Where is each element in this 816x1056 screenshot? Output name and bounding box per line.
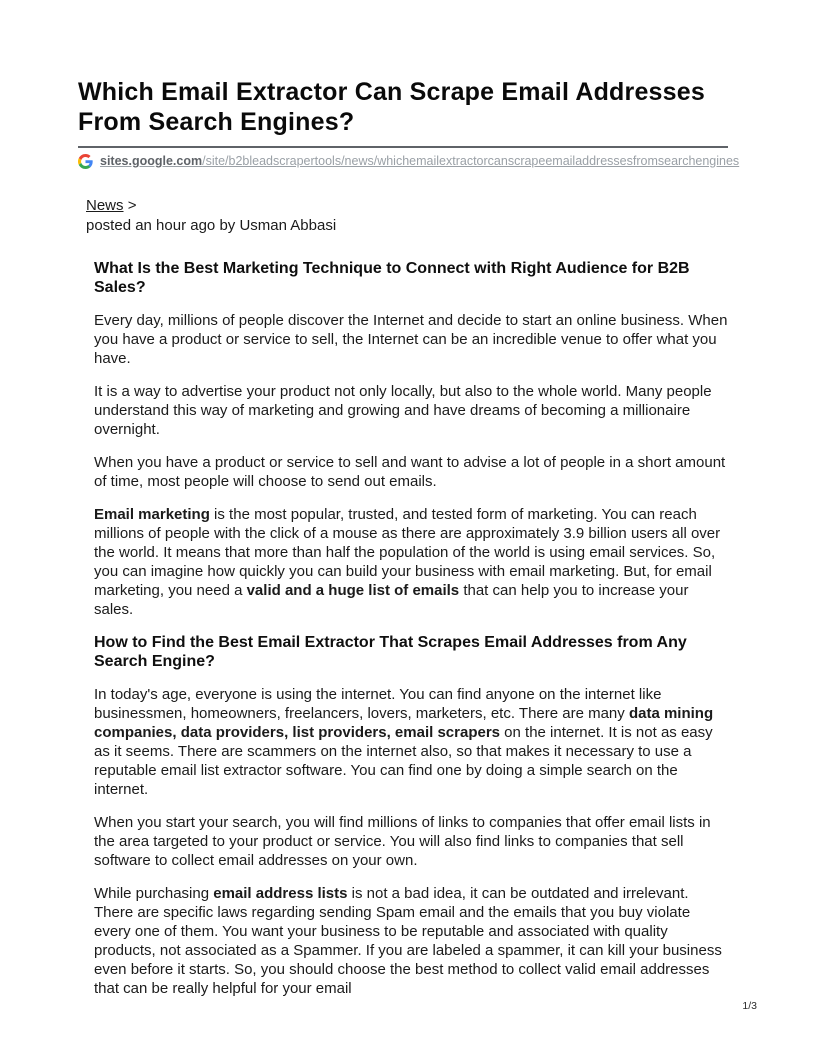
paragraph-3: When you have a product or service to sell and want to advise a lot of people in a short amount of time, most people will choose to send out emails.: [94, 454, 726, 490]
breadcrumb-separator: >: [127, 197, 137, 214]
post-meta: [86, 196, 728, 236]
section-heading-1: What Is the Best Marketing Technique to Connect with Right Audience for B2B Sales?: [94, 260, 690, 296]
paragraph-5: In today's age, everyone is using the internet. You can find anyone on the internet like businessmen, homeowners, freelancers, lovers, marketers, etc. There are many data mining companies, data providers, list providers, email scrapers on the internet. It is not as easy as it seems. There are scammers on the internet also, so that makes it necessary to use a reputable email list extractor software. You can find one by doing a simple search on the internet.: [94, 686, 714, 798]
source-url-path: /site/b2bleadscrapertools/news/whichemailextractorcanscrapeemailaddressesfromsearchengines: [202, 154, 740, 168]
source-url-domain: sites.google.com: [100, 154, 203, 168]
source-url-link[interactable]: [100, 153, 739, 169]
google-g-icon: [78, 154, 93, 169]
breadcrumb: [86, 196, 728, 216]
page-title: Which Email Extractor Can Scrape Email Addresses From Search Engines?: [78, 78, 705, 136]
title-divider: [78, 146, 728, 148]
paragraph-7: While purchasing email address lists is not a bad idea, it can be outdated and irrelevant. There are specific laws regarding sending Spam email and the emails that you buy violate every one of them. You want your business to be reputable and associated with quality products, not associated as a Spammer. If you are labeled a spammer, it can kill your business even before it starts. So, you should choose the best method to collect valid email addresses that can be really helpful for your email: [94, 885, 722, 997]
paragraph-1: Every day, millions of people discover the Internet and decide to start an online business. When you have a product or service to sell, the Internet can be an incredible venue to offer what you have.: [94, 312, 728, 367]
breadcrumb-news-link[interactable]: News: [86, 197, 124, 214]
byline: posted an hour ago by Usman Abbasi: [86, 217, 337, 234]
section-heading-2: How to Find the Best Email Extractor That Scrapes Email Addresses from Any Search Engine?: [94, 634, 687, 670]
paragraph-4: Email marketing is the most popular, trusted, and tested form of marketing. You can reach millions of people with the click of a mouse as there are approximately 3.9 billion users all over the world. It means that more than half the population of the world is using email services. So, you can imagine how quickly you can build your business with email marketing. But, for email marketing, you need a valid and a huge list of emails that can help you to increase your sales.: [94, 506, 721, 618]
article-body: [94, 259, 728, 998]
page-number: 1/3: [742, 1000, 757, 1012]
source-url-line: [78, 153, 740, 169]
paragraph-2: It is a way to advertise your product not only locally, but also to the whole world. Many people understand this way of marketing and growing and have dreams of becoming a millionaire overnight.: [94, 383, 712, 438]
paragraph-6: When you start your search, you will find millions of links to companies that offer email lists in the area targeted to your product or service. You will also find links to companies that sell software to collect email addresses on your own.: [94, 814, 711, 869]
document-header: [78, 77, 740, 169]
